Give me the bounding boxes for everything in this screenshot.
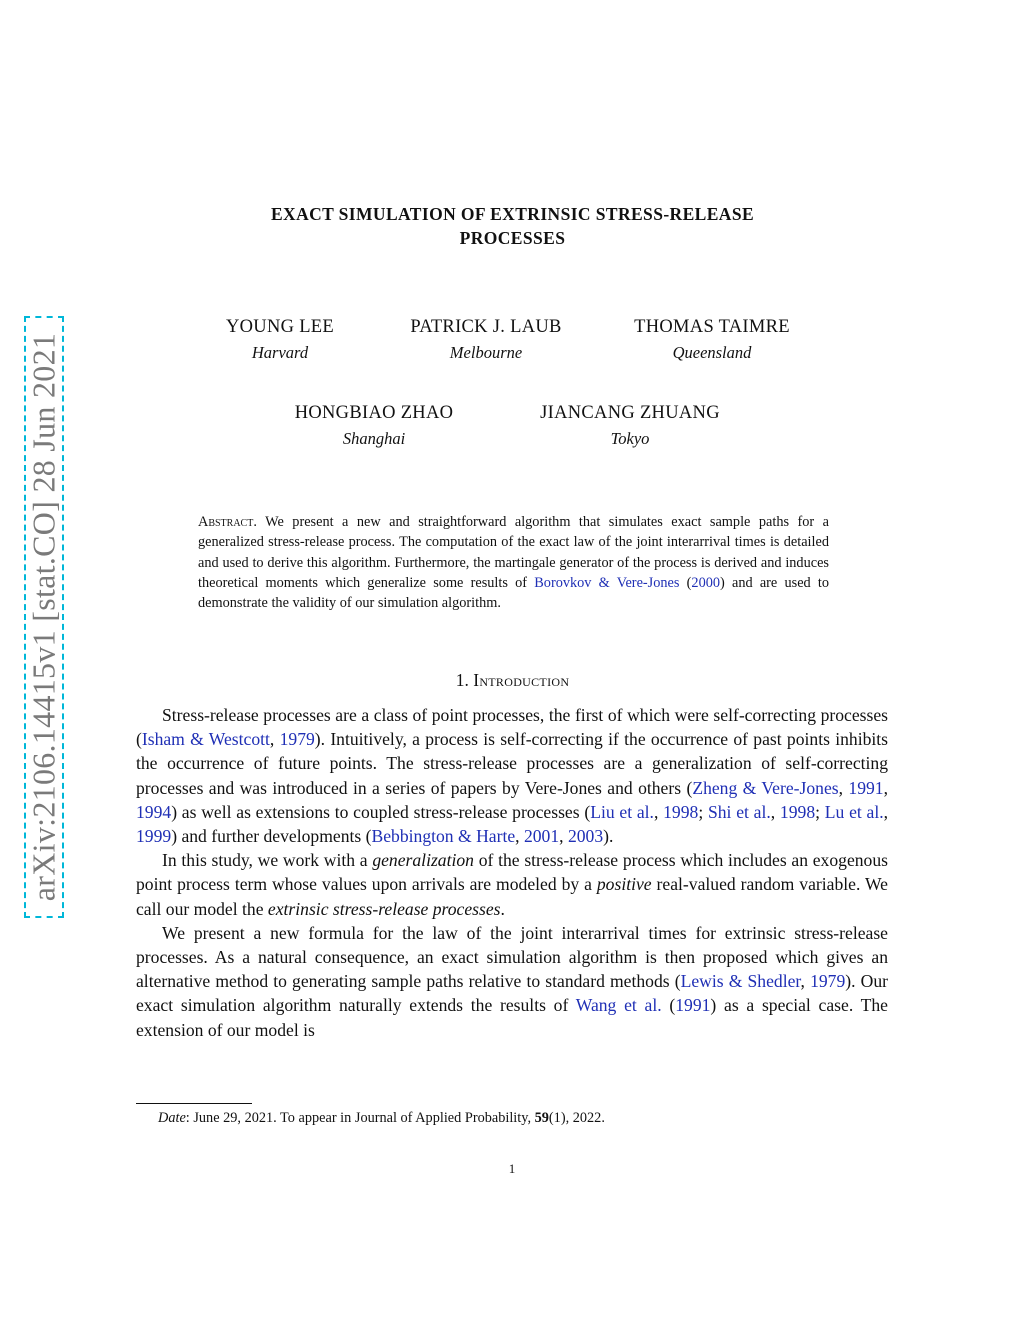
emphasis: generalization — [372, 850, 474, 871]
citation-link[interactable]: Bebbington & Harte — [371, 826, 516, 847]
text: ). — [603, 826, 614, 847]
text: . — [500, 898, 505, 919]
paper-title — [140, 202, 885, 250]
author-name: THOMAS TAIMRE — [634, 317, 790, 337]
title-line-1: EXACT SIMULATION OF EXTRINSIC STRESS-RELEASE — [270, 204, 755, 224]
paragraph-3 — [136, 921, 888, 1042]
citation-year-link[interactable]: 1999 — [136, 826, 172, 847]
citation-year-link[interactable]: 1991 — [675, 995, 711, 1016]
text: ( — [661, 995, 676, 1016]
citation-year-link[interactable]: 1998 — [779, 801, 816, 822]
author-affiliation: Queensland — [672, 343, 752, 362]
abstract-text: ( — [679, 574, 692, 591]
citation-link[interactable]: Lewis & Shedler — [680, 971, 801, 992]
author-jiancang-zhuang — [510, 402, 750, 450]
author-name: PATRICK J. LAUB — [410, 317, 562, 337]
text: , — [559, 826, 568, 847]
citation-year-link[interactable]: 2001 — [523, 826, 560, 847]
citation-year-link[interactable]: 1998 — [663, 801, 699, 822]
citation-link[interactable]: Lu et al. — [824, 801, 884, 822]
citation-link[interactable]: Shi et al. — [707, 801, 771, 822]
abstract-text: ) and are used to demonstrate the validity of our simulation algorithm. — [198, 574, 830, 612]
section-heading — [140, 668, 885, 692]
author-affiliation: Tokyo — [610, 429, 650, 448]
text: , — [770, 801, 780, 822]
title-line-2: PROCESSES — [459, 228, 566, 248]
text: Stress-release processes are a class of point processes, the first of which were self-correcting processes ( — [136, 705, 888, 750]
text: , — [883, 777, 888, 798]
paragraph-2 — [136, 848, 888, 921]
text: ; — [815, 801, 825, 822]
text: , — [269, 729, 280, 750]
author-patrick-laub — [366, 316, 606, 364]
paragraph-1 — [136, 703, 888, 848]
citation-year-link[interactable]: 1991 — [848, 777, 884, 798]
text: of the stress-release process which includes an exogenous point process term whose values upon arrivals are modeled by a — [136, 850, 888, 895]
citation-link[interactable]: Liu et al. — [590, 801, 654, 822]
footnote-date-label: Date — [158, 1110, 186, 1126]
text: ; — [698, 801, 708, 822]
section-number: 1. — [455, 670, 469, 690]
citation-link[interactable]: Isham & Westcott — [141, 729, 270, 750]
citation-link[interactable]: Borovkov & Vere-Jones — [534, 574, 680, 591]
author-affiliation: Harvard — [251, 343, 309, 362]
text: We present a new formula for the law of the joint interarrival times for extrinsic stress-release processes. As a natural consequence, an exact simulation algorithm is then proposed which gives an alternative method to generating sample paths relative to standard methods ( — [136, 922, 888, 992]
footnote-text: (1), 2022. — [548, 1110, 605, 1126]
author-young-lee — [160, 316, 400, 364]
citation-year-link[interactable]: 1994 — [136, 801, 172, 822]
text: ). Our exact simulation algorithm naturally extends the results of — [136, 971, 888, 1016]
text: , — [800, 971, 811, 992]
author-name: HONGBIAO ZHAO — [294, 403, 454, 423]
footnote-text: : June 29, 2021. To appear in Journal of Applied Probability, — [185, 1110, 535, 1126]
author-affiliation: Shanghai — [342, 429, 406, 448]
citation-link[interactable]: Wang et al. — [575, 995, 662, 1016]
text: ) as well as extensions to coupled stress-release processes ( — [171, 801, 591, 822]
body-text — [136, 703, 888, 1042]
author-hongbiao-zhao — [254, 402, 494, 450]
page-number: 1 — [508, 1161, 516, 1176]
text: ) and further developments ( — [171, 826, 372, 847]
text: real-valued random variable. We call our model the — [136, 874, 888, 919]
text: ) as a special case. The extension of our model is — [136, 995, 888, 1040]
arxiv-identifier[interactable]: arXiv:2106.14415v1 [stat.CO] 28 Jun 2021 — [25, 332, 62, 902]
text: , — [838, 777, 849, 798]
text: , — [515, 826, 524, 847]
emphasis: extrinsic stress-release processes — [267, 898, 501, 919]
text: ). Intuitively, a process is self-correcting if the occurrence of past points inhibits the occurrence of future points. The stress-release processes are a generalization of self-correcting processes and was introduced in a series of papers by Vere-Jones and others ( — [136, 729, 888, 798]
footnote-divider — [136, 1103, 252, 1104]
text: , — [883, 801, 889, 822]
author-affiliation: Melbourne — [449, 343, 523, 362]
citation-year-link[interactable]: 2003 — [567, 826, 604, 847]
section-title: Introduction — [473, 670, 570, 690]
citation-year-link[interactable]: 2000 — [691, 574, 721, 591]
text: , — [653, 801, 664, 822]
journal-volume: 59 — [534, 1110, 549, 1126]
abstract-text: We present a new and straightforward algorithm that simulates exact sample paths for a generalized stress-release process. The computation of the exact law of the joint interarrival times is detailed and used to derive this algorithm. Furthermore, the martingale generator of the process is derived and induces theoretical moments which generalize some results of — [198, 514, 829, 591]
citation-year-link[interactable]: 1979 — [810, 971, 846, 992]
abstract-label: Abstract. — [198, 514, 257, 530]
abstract — [198, 512, 829, 613]
emphasis: positive — [596, 874, 652, 895]
citation-link[interactable]: Zheng & Vere-Jones — [692, 777, 839, 798]
author-name: YOUNG LEE — [225, 317, 335, 337]
author-name: JIANCANG ZHUANG — [540, 403, 720, 423]
author-thomas-taimre — [592, 316, 832, 364]
footnote — [136, 1108, 888, 1128]
text: In this study, we work with a — [162, 850, 373, 871]
citation-year-link[interactable]: 1979 — [279, 729, 315, 750]
